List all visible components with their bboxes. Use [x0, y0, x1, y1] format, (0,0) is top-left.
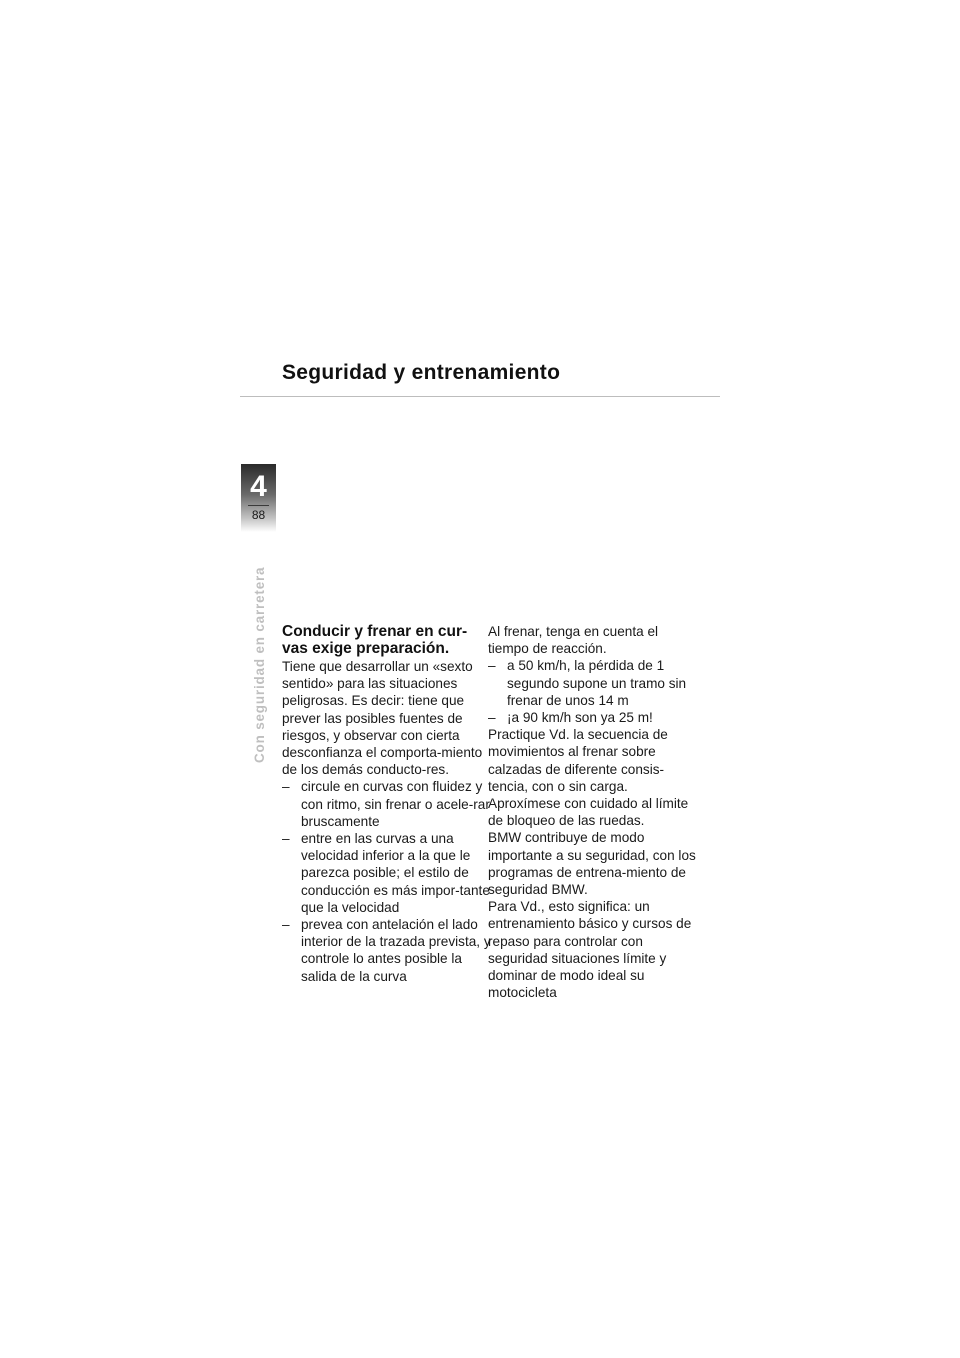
bullet-dash: – — [282, 917, 290, 933]
list-item-text: circule en curvas con fluidez y con ritmo, sin frenar o acele-rar bruscamente — [301, 779, 490, 829]
bmw-paragraph: BMW contribuye de modo importante a su seguridad, con los programas de entrena-miento de seguridad BMW. — [488, 830, 696, 898]
chapter-divider — [248, 505, 269, 506]
right-column — [488, 623, 698, 1001]
bullet-dash: – — [282, 779, 290, 795]
braking-intro-paragraph: Al frenar, tenga en cuenta el tiempo de reacción. — [488, 624, 659, 657]
list-item — [282, 830, 494, 916]
title-divider — [240, 396, 720, 397]
intro-paragraph: Tiene que desarrollar un «sexto sentido» para las situaciones peligrosas. Es decir: tiene que prever las posibles fuentes de riesgos, y observar con cierta desconfianza el comporta-miento de los demás conducto-res. — [282, 659, 483, 778]
list-item — [282, 916, 494, 985]
training-paragraph: Para Vd., esto significa: un entrenamiento básico y cursos de repaso para controlar con seguridad situaciones límite y dominar de modo ideal su motocicleta — [488, 899, 692, 1001]
list-item — [488, 709, 698, 726]
left-column — [282, 623, 494, 985]
list-item — [282, 778, 494, 830]
bullet-dash: – — [282, 831, 290, 847]
practice-paragraph: Practique Vd. la secuencia de movimientos al frenar sobre calzadas de diferente consis-tencia, con o sin carga. — [488, 727, 668, 794]
section-heading-line2: vas exige preparación. — [282, 639, 450, 657]
bullet-dash: – — [488, 710, 496, 726]
chapter-number: 4 — [250, 470, 267, 503]
section-side-label: Con seguridad en carretera — [252, 566, 267, 763]
bullet-dash: – — [488, 658, 496, 674]
list-item — [488, 657, 698, 709]
page-number: 88 — [251, 508, 266, 522]
list-item-text: ¡a 90 km/h son ya 25 m! — [507, 710, 653, 726]
chapter-tab — [241, 464, 276, 532]
list-item-text: a 50 km/h, la pérdida de 1 segundo supone un tramo sin frenar de unos 14 m — [507, 658, 687, 708]
list-item-text: prevea con antelación el lado interior de la trazada prevista, y controle lo antes posible la salida de la curva — [301, 917, 491, 984]
list-item-text: entre en las curvas a una velocidad inferior a la que le parezca posible; el estilo de conducción es más impor-tante que la velocidad — [301, 831, 490, 915]
page-title: Seguridad y entrenamiento — [282, 361, 561, 384]
approach-paragraph: Aproxímese con cuidado al límite de bloqueo de las ruedas. — [488, 796, 689, 829]
section-heading — [282, 624, 494, 657]
section-heading-line1: Conducir y frenar en cur- — [282, 623, 468, 640]
